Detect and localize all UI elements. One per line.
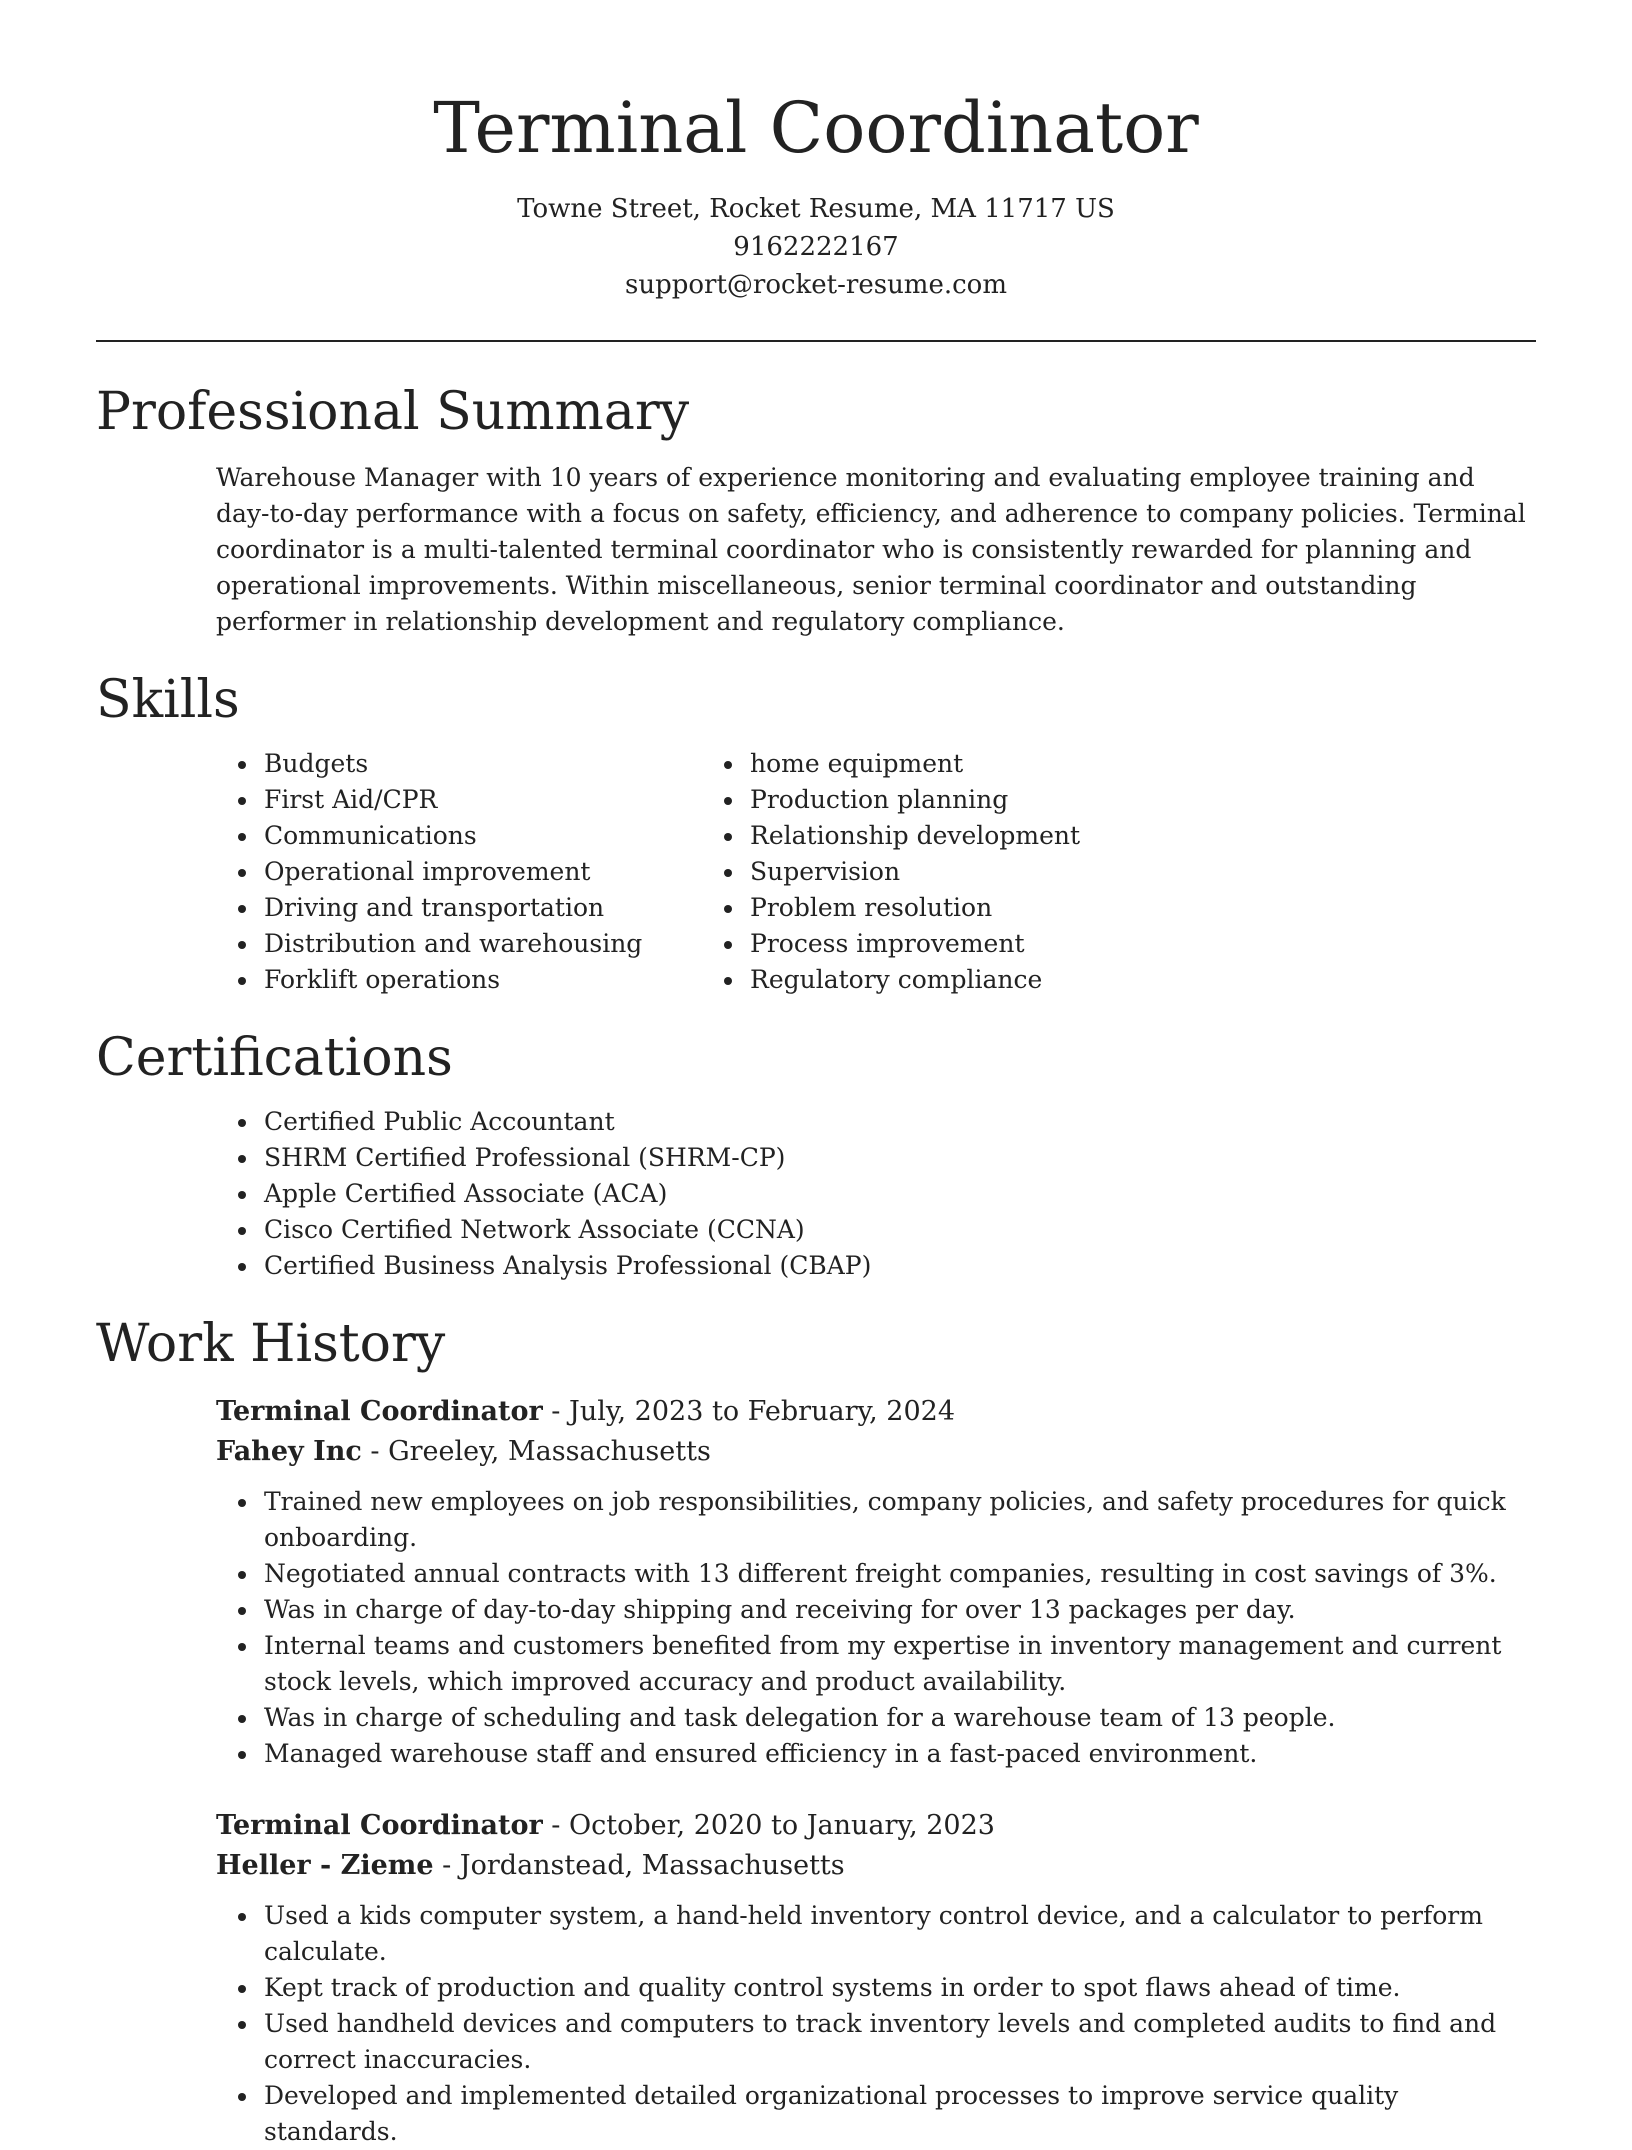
skill-item: • Distribution and warehousing: [260, 926, 746, 962]
skill-item: • Communications: [260, 818, 746, 854]
job-role: Terminal Coordinator: [216, 1810, 543, 1841]
job-entry: [216, 1806, 1536, 2150]
job-location: - Greeley, Massachusetts: [361, 1436, 711, 1467]
skills-list: [96, 746, 1536, 998]
contact-info: [96, 190, 1536, 304]
job-title-line: [216, 1806, 1536, 1846]
job-duty-item: • Internal teams and customers benefited from my expertise in inventory management and current stock levels, which improved accuracy and product availability.: [260, 1628, 1536, 1700]
job-duty-item: • Was in charge of day-to-day shipping and receiving for over 13 packages per day.: [260, 1592, 1536, 1628]
skill-item: • Supervision: [746, 854, 1396, 890]
skill-item: • Regulatory compliance: [746, 962, 1396, 998]
work-history-heading: Work History: [96, 1314, 446, 1374]
summary-heading: Professional Summary: [96, 382, 690, 442]
job-dates: - July, 2023 to February, 2024: [542, 1396, 956, 1427]
job-title-line: [216, 1392, 1536, 1432]
job-duty-item: • Used a kids computer system, a hand-held inventory control device, and a calculator to perform calculate.: [260, 1898, 1536, 1970]
job-duty-item: • Used handheld devices and computers to track inventory levels and completed audits to find and correct inaccuracies.: [260, 2006, 1536, 2078]
job-duty-item: • Managed warehouse staff and ensured efficiency in a fast-paced environment.: [260, 1736, 1536, 1772]
certifications-heading: Certifications: [96, 1028, 453, 1088]
skill-item: • Operational improvement: [260, 854, 746, 890]
job-company-line: [216, 1846, 1536, 1886]
certification-item: • Cisco Certified Network Associate (CCNA): [260, 1212, 1536, 1248]
job-role: Terminal Coordinator: [216, 1396, 543, 1427]
skill-item: • Driving and transportation: [260, 890, 746, 926]
header-divider: [96, 340, 1536, 342]
skill-item: • Forklift operations: [260, 962, 746, 998]
job-duty-item: • Kept track of production and quality control systems in order to spot flaws ahead of time.: [260, 1970, 1536, 2006]
skill-item: • Problem resolution: [746, 890, 1396, 926]
certification-item: • Apple Certified Associate (ACA): [260, 1176, 1536, 1212]
skill-item: • Production planning: [746, 782, 1396, 818]
job-duties: [216, 1898, 1536, 2150]
certification-item: • Certified Business Analysis Professional (CBAP): [260, 1248, 1536, 1284]
job-entry: [216, 1392, 1536, 1772]
job-duty-item: • Negotiated annual contracts with 13 different freight companies, resulting in cost savings of 3%.: [260, 1556, 1536, 1592]
skill-item: • home equipment: [746, 746, 1396, 782]
job-location: - Jordanstead, Massachusetts: [433, 1850, 845, 1881]
job-company: Heller - Zieme: [216, 1850, 434, 1881]
job-company-line: [216, 1432, 1536, 1472]
skill-item: • Process improvement: [746, 926, 1396, 962]
summary-text: Warehouse Manager with 10 years of experience monitoring and evaluating employee training and day-to-day performance with a focus on safety, efficiency, and adherence to company policies. Terminal coordinator is a multi-talented terminal coordinator who is consistently rewarded for planning and operational improvements. Within miscellaneous, senior terminal coordinator and outstanding performer in relationship development and regulatory compliance.: [216, 463, 1526, 636]
skill-item: • Relationship development: [746, 818, 1396, 854]
skills-column-right: [746, 746, 1396, 998]
job-duties: [216, 1484, 1536, 1772]
contact-email: support@rocket-resume.com: [624, 270, 1007, 300]
job-duty-item: • Was in charge of scheduling and task delegation for a warehouse team of 13 people.: [260, 1700, 1536, 1736]
candidate-name: Terminal Coordinator: [433, 87, 1199, 169]
contact-phone: 9162222167: [733, 232, 899, 262]
job-company: Fahey Inc: [216, 1436, 362, 1467]
contact-address: Towne Street, Rocket Resume, MA 11717 US: [517, 194, 1115, 224]
skill-item: • Budgets: [260, 746, 746, 782]
skills-column-left: [96, 746, 746, 998]
certifications-list: [96, 1104, 1536, 1284]
job-duty-item: • Developed and implemented detailed organizational processes to improve service quality standards.: [260, 2078, 1536, 2150]
certification-item: • Certified Public Accountant: [260, 1104, 1536, 1140]
job-dates: - October, 2020 to January, 2023: [542, 1810, 995, 1841]
skills-heading: Skills: [96, 670, 240, 730]
job-duty-item: • Trained new employees on job responsibilities, company policies, and safety procedures for quick onboarding.: [260, 1484, 1536, 1556]
resume-header: [96, 80, 1536, 304]
skill-item: • First Aid/CPR: [260, 782, 746, 818]
certification-item: • SHRM Certified Professional (SHRM-CP): [260, 1140, 1536, 1176]
